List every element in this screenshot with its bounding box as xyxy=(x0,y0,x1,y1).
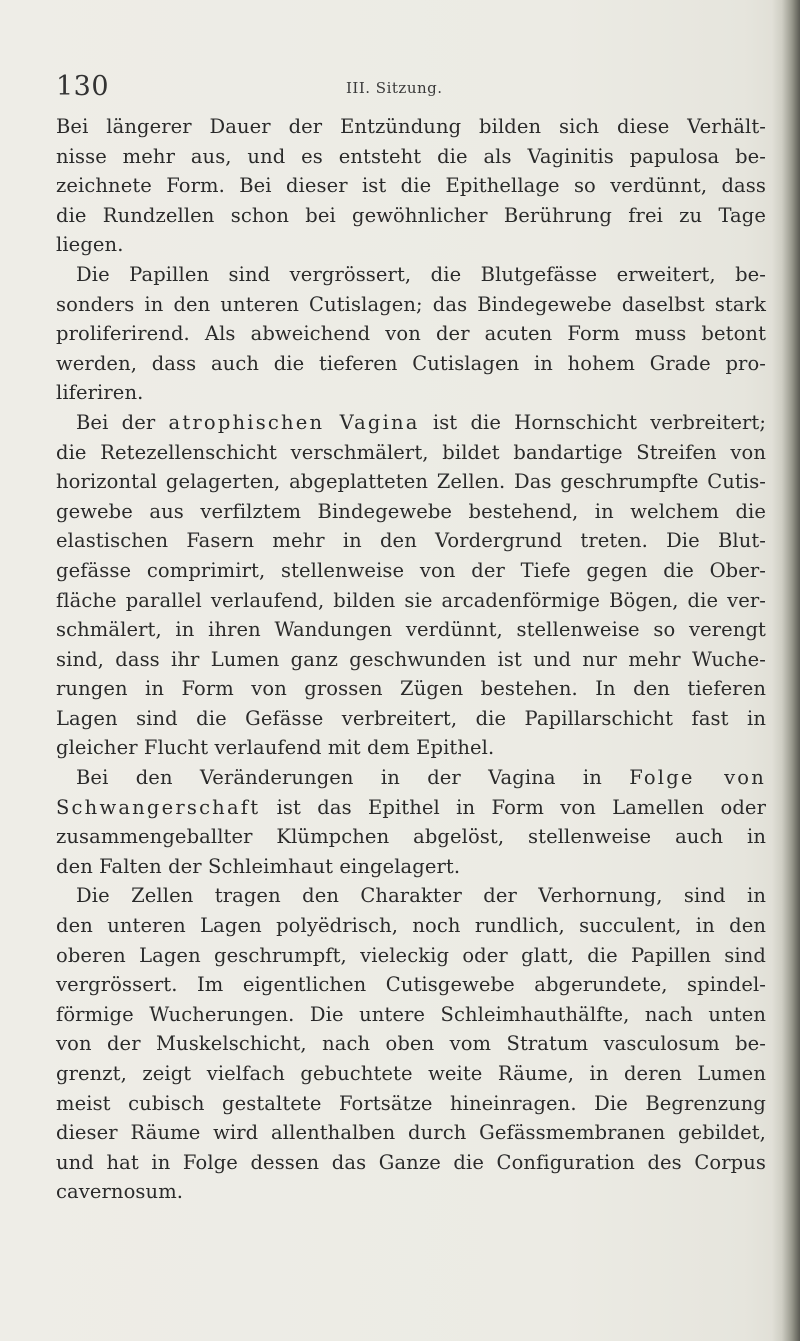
text-line: von der Muskelschicht, nach oben vom Stratum vasculosum be- xyxy=(56,1032,766,1056)
text-line: rungen in Form von grossen Zügen bestehen. In den tieferen xyxy=(56,677,766,701)
spaced-term: atrophischen Vagina xyxy=(168,410,420,434)
text-line: den unteren Lagen polyëdrisch, noch rundlich, succulent, in den xyxy=(56,914,766,938)
spaced-term: Folge von xyxy=(629,766,766,790)
text-line xyxy=(56,793,766,823)
text-line: sonders in den unteren Cutislagen; das Bindegewebe daselbst stark xyxy=(56,292,766,316)
text-line: Lagen sind die Gefässe verbreitert, die Papillarschicht fast in xyxy=(56,706,766,730)
text-line: cavernosum. xyxy=(56,1180,184,1204)
text-run: ist die Hornschicht verbreitert; xyxy=(419,410,766,434)
spaced-term: Schwangerschaft xyxy=(56,795,261,819)
text-line: gewebe aus verfilztem Bindegewebe bestehend, in welchem die xyxy=(56,499,766,523)
text-line: die Rundzellen schon bei gewöhnlicher Berührung frei zu Tage xyxy=(56,203,766,227)
text-line: Die Zellen tragen den Charakter der Verhornung, sind in xyxy=(76,884,766,908)
text-line: gleicher Flucht verlaufend mit dem Epithel. xyxy=(56,736,495,760)
text-line: förmige Wucherungen. Die untere Schleimhauthälfte, nach unten xyxy=(56,1002,766,1026)
text-line xyxy=(56,763,766,793)
text-run: Bei den Veränderungen in der Vagina in xyxy=(76,766,630,790)
text-line: meist cubisch gestaltete Fortsätze hineinragen. Die Begrenzung xyxy=(56,1091,766,1115)
page-number: 130 xyxy=(56,71,110,102)
text-line: liferiren. xyxy=(56,381,144,405)
text-line: den Falten der Schleimhaut eingelagert. xyxy=(56,854,461,878)
running-head: III. Sitzung. xyxy=(346,79,443,97)
text-line: Die Papillen sind vergrössert, die Blutgefässe erweitert, be- xyxy=(76,262,766,286)
text-line xyxy=(56,408,766,438)
page-edge-shadow xyxy=(772,0,800,1341)
text-line: grenzt, zeigt vielfach gebuchtete weite Räume, in deren Lumen xyxy=(56,1062,766,1085)
text-line: vergrössert. Im eigentlichen Cutisgewebe abgerundete, spindel- xyxy=(56,973,766,997)
text-line: sind, dass ihr Lumen ganz geschwunden ist und nur mehr Wuche- xyxy=(56,647,766,671)
text-line: elastischen Fasern mehr in den Vordergrund treten. Die Blut- xyxy=(56,529,766,553)
text-line: zusammengeballter Klümpchen abgelöst, stellenweise auch in xyxy=(56,825,766,849)
text-line: proliferirend. Als abweichend von der acuten Form muss betont xyxy=(56,322,766,346)
text-line: Bei längerer Dauer der Entzündung bilden sich diese Verhält- xyxy=(56,115,766,138)
text-line: zeichnete Form. Bei dieser ist die Epithellage so verdünnt, dass xyxy=(56,174,766,198)
text-line: nisse mehr aus, und es entsteht die als Vaginitis papulosa be- xyxy=(56,144,766,168)
text-line: schmälert, in ihren Wandungen verdünnt, stellenweise so verengt xyxy=(56,618,766,642)
text-line: liegen. xyxy=(56,233,124,257)
text-line: und hat in Folge dessen das Ganze die Configuration des Corpus xyxy=(56,1150,766,1174)
text-run: Bei der xyxy=(76,410,169,434)
text-run: ist das Epithel in Form von Lamellen oder xyxy=(260,795,766,819)
body-text xyxy=(56,112,766,1207)
text-line: fläche parallel verlaufend, bilden sie arcadenförmige Bögen, die ver- xyxy=(56,588,766,612)
text-line: horizontal gelagerten, abgeplatteten Zellen. Das geschrumpfte Cutis- xyxy=(56,470,766,494)
text-line: die Retezellenschicht verschmälert, bildet bandartige Streifen von xyxy=(56,440,766,464)
page-header xyxy=(56,70,756,110)
text-line: gefässe comprimirt, stellenweise von der Tiefe gegen die Ober- xyxy=(56,558,766,582)
text-line: oberen Lagen geschrumpft, vieleckig oder glatt, die Papillen sind xyxy=(56,943,766,967)
text-line: dieser Räume wird allenthalben durch Gefässmembranen gebildet, xyxy=(56,1121,766,1145)
text-line: werden, dass auch die tieferen Cutislagen in hohem Grade pro- xyxy=(56,351,766,375)
